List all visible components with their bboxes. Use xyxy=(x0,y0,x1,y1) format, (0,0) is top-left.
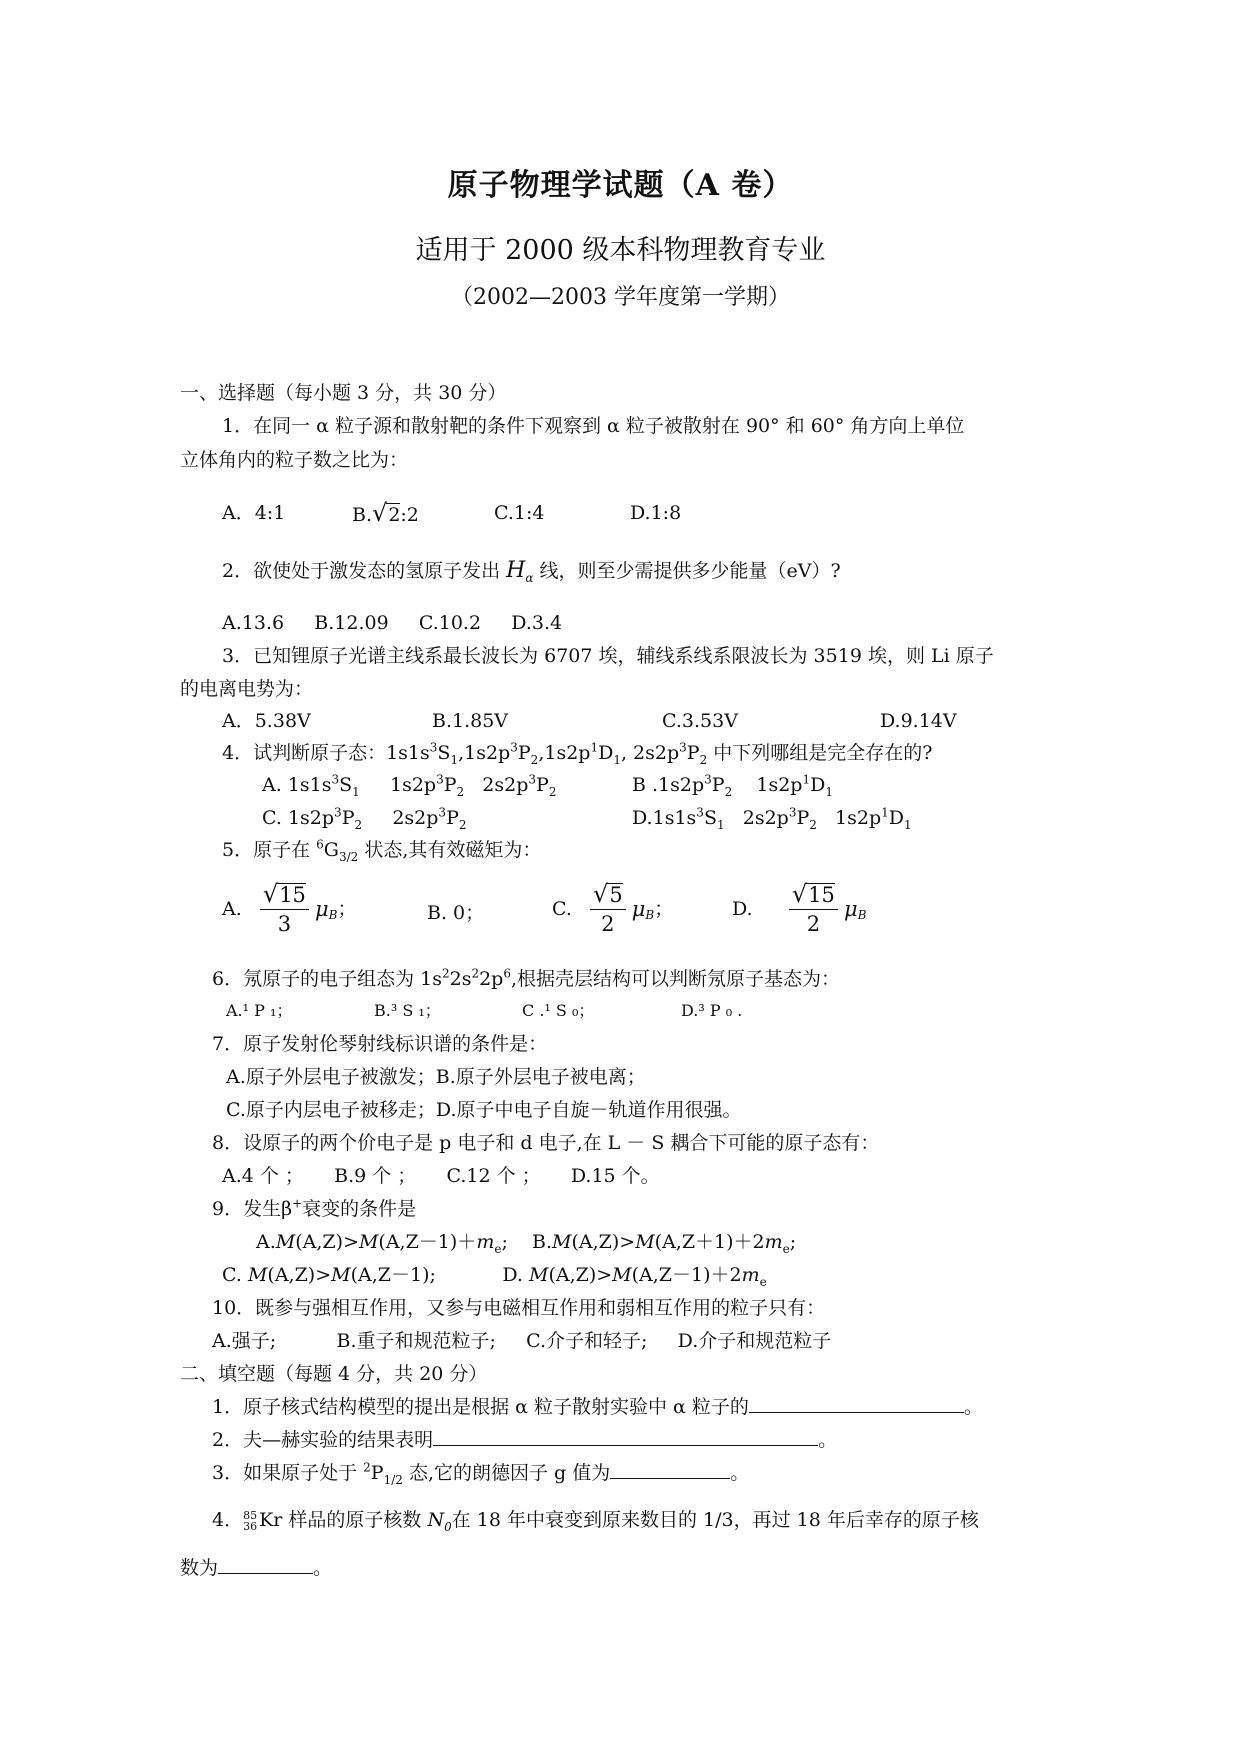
q5-option-d-fraction xyxy=(789,880,838,938)
q2-stem xyxy=(222,558,841,584)
q5-option-a-fraction xyxy=(260,880,309,938)
q6-stem-post: ,根据壳层结构可以判断氖原子基态为： xyxy=(511,968,841,990)
q5-option-a-label: A. xyxy=(222,898,242,920)
nuclide-z: 36 xyxy=(243,1520,258,1533)
q7-options-cd: C.原子内层电子被移走；D.原子中电子自旋－轨道作用很强。 xyxy=(226,1099,742,1121)
q6-option-a: A.¹ P ₁； xyxy=(226,1001,293,1020)
nuclide-symbol xyxy=(243,1510,257,1532)
q4-option-a-label: A. xyxy=(262,774,282,796)
fill-q4-end: 。 xyxy=(313,1557,333,1579)
q5-option-d-num: 15 xyxy=(808,883,835,907)
q10-options: A.强子; B.重子和规范粒子; C.介子和轻子; D.介子和规范粒子 xyxy=(212,1330,832,1352)
q8-options: A.4 个 ； B.9 个 ； C.12 个 ； D.15 个。 xyxy=(222,1165,660,1187)
q4-options-row2 xyxy=(262,805,962,833)
q5-stem xyxy=(222,837,541,863)
sqrt-icon: √ xyxy=(791,880,808,908)
q4-options-row1 xyxy=(262,772,962,800)
q4-option-b-label: B . xyxy=(632,774,659,796)
q4-option-b: B $.1s2p^3P_2$ $1s2p^1D_1$ xyxy=(632,772,833,799)
q5-option-a-num: 15 xyxy=(279,883,306,907)
q4-option-c: C. $1s2p^3P_2$ $2s2p^3P_2$ xyxy=(262,805,467,832)
q1-line2: 立体角内的粒子数之比为： xyxy=(180,449,409,471)
q9-options-ab: $A.M(A,Z)>M(A,Z-1)+m_e$; $B.M(A,Z)>M(A,Z+1)+2m_e$; xyxy=(256,1231,797,1256)
q1-option-d: D.1:8 xyxy=(630,502,682,524)
q5-option-c xyxy=(552,880,673,938)
q5-option-a xyxy=(222,880,356,938)
q5-option-a-den: 3 xyxy=(277,912,292,936)
page-title: 原子物理学试题（A 卷） xyxy=(447,168,794,203)
q2-alpha-sub: α xyxy=(525,570,534,585)
fill-q3-blank[interactable] xyxy=(610,1460,730,1479)
q1-option-c: C.1:4 xyxy=(494,502,545,524)
q5-option-c-num: 5 xyxy=(609,883,623,907)
q5-option-a-mu-sub: B xyxy=(328,907,338,922)
q3-option-d: D.9.14V xyxy=(880,710,957,732)
fill-q4-line2-text: 数为 xyxy=(180,1557,219,1579)
q1-option-a: A．4:1 xyxy=(222,502,286,524)
q9-stem-sup: + xyxy=(292,1196,303,1211)
q5-option-c-mu: μ xyxy=(631,897,646,921)
q5-option-d-mu-sub: B xyxy=(857,907,867,922)
q4-option-c-label: C. xyxy=(262,807,282,829)
fill-q4-text: 样品的原子核数 xyxy=(288,1509,422,1531)
sqrt-icon: √ xyxy=(593,880,609,908)
q3-option-b: B.1.85V xyxy=(432,710,509,732)
q9-stem-pre: 9．发生β xyxy=(212,1198,293,1220)
q5-option-d-label: D. xyxy=(732,898,753,920)
q9-options-cd: C. M(A,Z)>M(A,Z－1); D. $M(A,Z)>M(A,Z-1)+2m_e$ xyxy=(222,1264,767,1289)
fill-q3-text2: 态,它的朗德因子 g 值为 xyxy=(408,1462,611,1484)
q5-option-c-label: C. xyxy=(552,898,572,920)
q5-stem-post: 状态,其有效磁矩为： xyxy=(364,839,542,861)
q5-option-c-den: 2 xyxy=(601,912,615,936)
q5-state-sub: 3/2 xyxy=(338,849,359,864)
q3-option-c: C.3.53V xyxy=(662,710,738,732)
q5-options xyxy=(222,880,1022,946)
q2-stem-post: 线，则至少需提供多少能量（eV）? xyxy=(539,560,841,582)
fill-q3-text: 3．如果原子处于 xyxy=(212,1462,358,1484)
q1-option-b-suffix: :2 xyxy=(400,504,419,526)
q3-option-a: A．5.38V xyxy=(222,710,311,732)
q5-option-c-fraction xyxy=(590,880,626,938)
q4-stem-pre: 4．试判断原子态：1s1s xyxy=(222,742,430,764)
fill-q4-n: N xyxy=(427,1509,445,1531)
q6-stem: 6．氖原子的电子组态为 $1s^22s^22p^6$,根据壳层结构可以判断氖原子基态为： xyxy=(212,966,841,990)
q6-option-d: D.³ P ₀ . xyxy=(681,1001,743,1020)
sqrt-icon: √ xyxy=(372,499,388,527)
term-line: （2002—2003 学年度第一学期） xyxy=(451,285,790,310)
q5-option-a-semi: ； xyxy=(337,898,357,920)
fill-q2-text: 2．夫—赫实验的结果表明 xyxy=(212,1429,434,1451)
q4-option-d: $D.1s1s^3S_1$ $2s2p^3P_2$ $1s2p^1D_1$ xyxy=(632,805,912,832)
q1-option-b xyxy=(352,500,419,528)
section2-heading: 二、填空题（每题 4 分，共 20 分） xyxy=(180,1363,488,1385)
fill-q4-line2 xyxy=(180,1555,332,1581)
q5-option-d-den: 2 xyxy=(806,912,821,936)
page-subtitle: 适用于 2000 级本科物理教育专业 xyxy=(415,235,826,266)
fill-q3-end: 。 xyxy=(730,1462,750,1484)
q4-stem: 4．试判断原子态：$1s1s^3S_1,1s2p^3P_2,1s2p^1D_1$, $2s2p^3P_2$ 中下列哪组是完全存在的? xyxy=(222,740,933,767)
fill-q1 xyxy=(212,1394,983,1420)
q6-stem-pre: 6．氖原子的电子组态为 1s xyxy=(212,968,442,990)
nuclide-element: Kr xyxy=(259,1509,283,1531)
q6-option-c: C .¹ S ₀； xyxy=(522,1001,595,1020)
fill-q1-text: 1．原子核式结构模型的提出是根据 α 粒子散射实验中 α 粒子的 xyxy=(212,1396,749,1418)
q3-line1: 3．已知锂原子光谱主线系最长波长为 6707 埃，辅线系线系限波长为 3519 埃，则 Li 原子 xyxy=(222,645,994,667)
q5-option-d xyxy=(732,880,866,938)
fill-q4-line1: 4． 85 36 Kr 样品的原子核数 $N_0$在 18 年中衰变到原来数目的 1/3，再过 18 年后幸存的原子核 xyxy=(212,1509,979,1534)
q2-h-symbol: H xyxy=(506,558,526,583)
q6-options xyxy=(226,998,926,1024)
section1-heading: 一、选择题（每小题 3 分，共 30 分） xyxy=(180,382,507,404)
q5-option-c-semi: ； xyxy=(654,898,674,920)
fill-q3: 3．如果原子处于 $^2P_{1/2}$ 态,它的朗德因子 g 值为 。 xyxy=(212,1460,750,1487)
fill-q1-blank[interactable] xyxy=(749,1394,964,1413)
sqrt-icon: √ xyxy=(262,880,279,908)
q10-stem: 10．既参与强相互作用，又参与电磁相互作用和弱相互作用的粒子只有： xyxy=(212,1297,826,1319)
q7-options-ab: A.原子外层电子被激发；B.原子外层电子被电离； xyxy=(226,1066,646,1088)
q1-line1: 1．在同一 α 粒子源和散射靶的条件下观察到 α 粒子被散射在 90° 和 60° 角方向上单位 xyxy=(222,415,965,437)
q5-state-g: G xyxy=(323,839,339,861)
q4-option-a: A. $1s1s^3S_1$ $1s2p^3P_2$ $2s2p^3P_2$ xyxy=(262,772,557,799)
q1-option-b-radicand: 2 xyxy=(388,504,401,526)
q3-options xyxy=(222,708,1022,736)
q3-line2: 的电离电势为： xyxy=(180,678,314,700)
q5-option-d-mu: μ xyxy=(843,897,858,921)
fill-q4-rest: 在 18 年中衰变到原来数目的 1/3，再过 18 年后幸存的原子核 xyxy=(451,1509,979,1531)
q2-options: A.13.6 B.12.09 C.10.2 D.3.4 xyxy=(222,612,563,634)
q9-stem xyxy=(212,1196,416,1222)
fill-q4-blank[interactable] xyxy=(218,1555,313,1574)
q2-stem-pre: 2．欲使处于激发态的氢原子发出 xyxy=(222,560,501,582)
fill-q2 xyxy=(212,1427,837,1453)
fill-q2-blank[interactable] xyxy=(433,1427,818,1446)
fill-q1-end: 。 xyxy=(963,1396,983,1418)
fill-q4-n0: 0 xyxy=(444,1519,452,1534)
q1-option-b-label: B. xyxy=(352,504,373,526)
q5-option-c-mu-sub: B xyxy=(645,907,655,922)
q8-stem: 8．设原子的两个价电子是 p 电子和 d 电子,在 L － S 耦合下可能的原子态有： xyxy=(212,1132,880,1154)
q5-state-sup: 6 xyxy=(316,837,324,852)
q5-option-a-mu: μ xyxy=(314,897,329,921)
fill-q2-end: 。 xyxy=(818,1429,838,1451)
q7-stem: 7．原子发射伦琴射线标识谱的条件是： xyxy=(212,1033,548,1055)
q5-option-b: B. 0； xyxy=(427,902,485,924)
q6-option-b: B.³ S ₁； xyxy=(374,1001,441,1020)
q1-options xyxy=(222,500,1022,530)
q9-stem-post: 衰变的条件是 xyxy=(302,1198,417,1220)
q4-stem-post: 中下列哪组是完全存在的? xyxy=(713,742,933,764)
nuclide-mass: 85 xyxy=(243,1509,258,1522)
q4-option-d-label: D. xyxy=(632,807,653,829)
q5-stem-pre: 5．原子在 xyxy=(222,839,311,861)
